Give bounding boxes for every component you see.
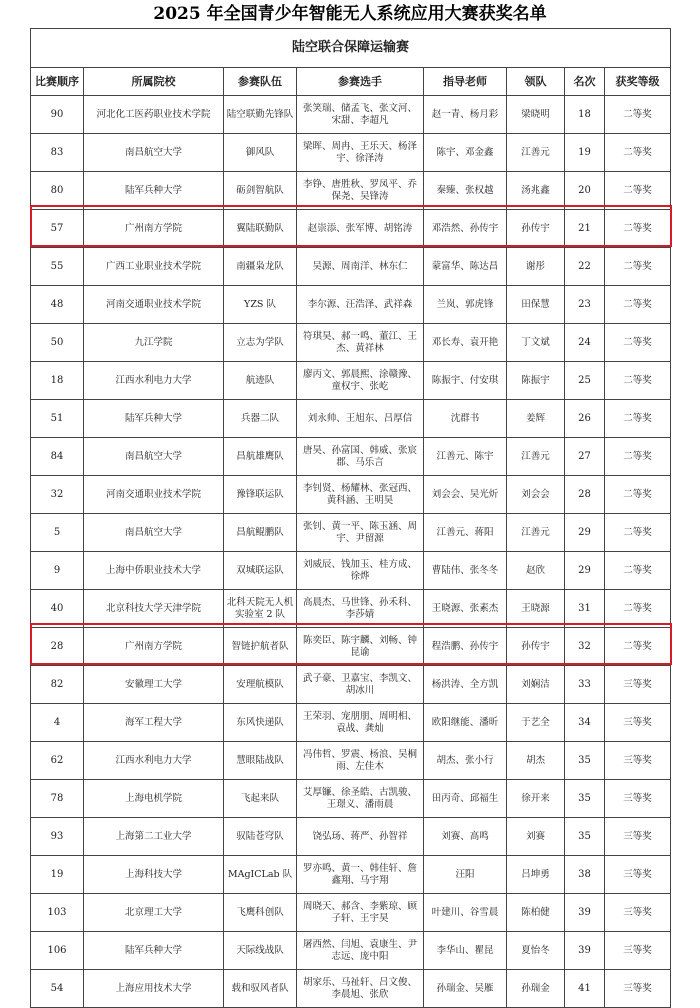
team-cell: 航迹队 (224, 362, 297, 400)
seq-cell: 93 (31, 818, 84, 856)
rank-cell: 31 (565, 590, 605, 628)
rank-cell: 25 (565, 362, 605, 400)
rank-cell: 24 (565, 324, 605, 362)
team-cell: 北科天院无人机实验室 2 队 (224, 590, 297, 628)
rank-cell: 39 (565, 932, 605, 970)
header-leader: 领队 (507, 68, 565, 96)
table-row (31, 704, 671, 742)
seq-cell: 50 (31, 324, 84, 362)
seq-cell: 106 (31, 932, 84, 970)
competition-name: 陆空联合保障运输赛 (31, 29, 671, 68)
table-row (31, 932, 671, 970)
leader-cell: 刘赛 (507, 818, 565, 856)
team-cell: 翼陆联勤队 (224, 210, 297, 248)
advisors-cell: 陈宇、邓金鑫 (424, 134, 507, 172)
school-cell: 上海科技大学 (84, 856, 224, 894)
advisors-cell: 江善元、陈宇 (424, 438, 507, 476)
leader-cell: 刘会会 (507, 476, 565, 514)
rank-cell: 23 (565, 286, 605, 324)
leader-cell: 姜辉 (507, 400, 565, 438)
table-row (31, 856, 671, 894)
school-cell: 陆军兵种大学 (84, 400, 224, 438)
header-award: 获奖等级 (605, 68, 671, 96)
advisors-cell: 江善元、蒋阳 (424, 514, 507, 552)
team-cell: 御风队 (224, 134, 297, 172)
players-cell: 张钊、黄一平、陈玉涵、周宇、尹留源 (297, 514, 424, 552)
school-cell: 上海电机学院 (84, 780, 224, 818)
leader-cell: 徐开来 (507, 780, 565, 818)
leader-cell: 江善元 (507, 438, 565, 476)
advisors-cell: 刘赛、高鸣 (424, 818, 507, 856)
team-cell: 昌航雄鹰队 (224, 438, 297, 476)
advisors-cell: 王晓源、张素杰 (424, 590, 507, 628)
leader-cell: 夏怡冬 (507, 932, 565, 970)
table-row (31, 552, 671, 590)
players-cell: 张笑瑞、储孟飞、张文河、宋甜、李超凡 (297, 96, 424, 134)
rank-cell: 22 (565, 248, 605, 286)
players-cell: 罗亦鸣、黄一、韩佳轩、詹鑫翔、马宇翔 (297, 856, 424, 894)
header-rank: 名次 (565, 68, 605, 96)
award-cell: 二等奖 (605, 362, 671, 400)
table-row (31, 628, 671, 666)
header-team: 参赛队伍 (224, 68, 297, 96)
rank-cell: 21 (565, 210, 605, 248)
advisors-cell: 刘会会、吴光炘 (424, 476, 507, 514)
seq-cell: 82 (31, 666, 84, 704)
table-row (31, 970, 671, 1008)
players-cell: 屠西然、闫旭、袁康生、尹志远、庞中阳 (297, 932, 424, 970)
seq-cell: 90 (31, 96, 84, 134)
award-cell: 二等奖 (605, 438, 671, 476)
seq-cell: 40 (31, 590, 84, 628)
table-row (31, 210, 671, 248)
seq-cell: 19 (31, 856, 84, 894)
seq-cell: 62 (31, 742, 84, 780)
award-cell: 三等奖 (605, 970, 671, 1008)
advisors-cell: 孙瑞金、吴雁 (424, 970, 507, 1008)
school-cell: 河南交通职业技术学院 (84, 286, 224, 324)
leader-cell: 赵欣 (507, 552, 565, 590)
seq-cell: 28 (31, 628, 84, 666)
table-row (31, 172, 671, 210)
rank-cell: 35 (565, 780, 605, 818)
rank-cell: 32 (565, 628, 605, 666)
table-row (31, 514, 671, 552)
leader-cell: 于艺全 (507, 704, 565, 742)
players-cell: 赵崇添、张军博、胡铭涛 (297, 210, 424, 248)
players-cell: 廖丙文、郭晨熙、涂赣豫、童权宇、张屹 (297, 362, 424, 400)
advisors-cell: 蒙富华、陈达昌 (424, 248, 507, 286)
rank-cell: 34 (565, 704, 605, 742)
leader-cell: 胡杰 (507, 742, 565, 780)
team-cell: 智链护航者队 (224, 628, 297, 666)
team-cell: 兵器二队 (224, 400, 297, 438)
advisors-cell: 杨洪涛、全方凯 (424, 666, 507, 704)
team-cell: 东风快递队 (224, 704, 297, 742)
table-row (31, 324, 671, 362)
school-cell: 陆军兵种大学 (84, 172, 224, 210)
seq-cell: 18 (31, 362, 84, 400)
players-cell: 王荣羽、宠朋朋、周明相、袁战、龚灿 (297, 704, 424, 742)
rank-cell: 27 (565, 438, 605, 476)
award-cell: 二等奖 (605, 172, 671, 210)
leader-cell: 吕坤勇 (507, 856, 565, 894)
advisors-cell: 汪阳 (424, 856, 507, 894)
players-cell: 艾厚镰、徐圣皓、古凯骏、王璟义、潘雨晨 (297, 780, 424, 818)
award-cell: 二等奖 (605, 286, 671, 324)
leader-cell: 孙瑞金 (507, 970, 565, 1008)
advisors-cell: 欧阳继能、潘昕 (424, 704, 507, 742)
award-cell: 二等奖 (605, 400, 671, 438)
seq-cell: 51 (31, 400, 84, 438)
leader-cell: 汤兆鑫 (507, 172, 565, 210)
players-cell: 李铮、唐胜秋、罗凤平、乔保尧、吴锋涛 (297, 172, 424, 210)
table-row (31, 476, 671, 514)
award-cell: 三等奖 (605, 856, 671, 894)
table-row (31, 134, 671, 172)
school-cell: 广州南方学院 (84, 210, 224, 248)
school-cell: 安徽理工大学 (84, 666, 224, 704)
award-cell: 二等奖 (605, 248, 671, 286)
school-cell: 广西工业职业技术学院 (84, 248, 224, 286)
table-row (31, 362, 671, 400)
leader-cell: 江善元 (507, 134, 565, 172)
rank-cell: 19 (565, 134, 605, 172)
team-cell: 双城联运队 (224, 552, 297, 590)
table-row (31, 590, 671, 628)
team-cell: 飞鹰科创队 (224, 894, 297, 932)
players-cell: 刘威辰、钱加玉、桂方成、徐烨 (297, 552, 424, 590)
table-row (31, 894, 671, 932)
rank-cell: 29 (565, 514, 605, 552)
team-cell: 驭陆苍穹队 (224, 818, 297, 856)
award-cell: 二等奖 (605, 476, 671, 514)
seq-cell: 54 (31, 970, 84, 1008)
advisors-cell: 陈振宇、付安琪 (424, 362, 507, 400)
table-row (31, 742, 671, 780)
players-cell: 陈奕臣、陈宇麟、刘畅、钟昆谕 (297, 628, 424, 666)
school-cell: 北京科技大学天津学院 (84, 590, 224, 628)
award-cell: 二等奖 (605, 96, 671, 134)
award-cell: 二等奖 (605, 552, 671, 590)
table-row (31, 780, 671, 818)
advisors-cell: 兰岚、郭虎锋 (424, 286, 507, 324)
rank-cell: 35 (565, 818, 605, 856)
school-cell: 广州南方学院 (84, 628, 224, 666)
school-cell: 九江学院 (84, 324, 224, 362)
leader-cell: 梁晓明 (507, 96, 565, 134)
award-cell: 三等奖 (605, 818, 671, 856)
advisors-cell: 邓浩然、孙传宇 (424, 210, 507, 248)
seq-cell: 57 (31, 210, 84, 248)
award-table (30, 28, 671, 1008)
school-cell: 上海应用技术大学 (84, 970, 224, 1008)
seq-cell: 48 (31, 286, 84, 324)
team-cell: 飞起来队 (224, 780, 297, 818)
team-cell: 天际线战队 (224, 932, 297, 970)
school-cell: 上海中侨职业技术大学 (84, 552, 224, 590)
players-cell: 周晓天、郝含、李紫琼、顾子轩、王宇昊 (297, 894, 424, 932)
advisors-cell: 沈群书 (424, 400, 507, 438)
advisors-cell: 程浩鹏、孙传宇 (424, 628, 507, 666)
leader-cell: 刘娴洁 (507, 666, 565, 704)
seq-cell: 83 (31, 134, 84, 172)
school-cell: 南昌航空大学 (84, 438, 224, 476)
school-cell: 海军工程大学 (84, 704, 224, 742)
award-cell: 二等奖 (605, 324, 671, 362)
seq-cell: 32 (31, 476, 84, 514)
players-cell: 符琪昊、郝一鸣、董江、王杰、黄祥林 (297, 324, 424, 362)
advisors-cell: 邓长寿、袁开艳 (424, 324, 507, 362)
rank-cell: 18 (565, 96, 605, 134)
team-cell: 陆空联勤先锋队 (224, 96, 297, 134)
school-cell: 北京理工大学 (84, 894, 224, 932)
award-cell: 二等奖 (605, 134, 671, 172)
award-cell: 三等奖 (605, 666, 671, 704)
header-players: 参赛选手 (297, 68, 424, 96)
advisors-cell: 叶建川、谷雪晨 (424, 894, 507, 932)
advisors-cell: 曹陆伟、张冬冬 (424, 552, 507, 590)
team-cell: 慧眼陆战队 (224, 742, 297, 780)
seq-cell: 55 (31, 248, 84, 286)
leader-cell: 田保慧 (507, 286, 565, 324)
team-cell: 砺剑智航队 (224, 172, 297, 210)
table-row (31, 438, 671, 476)
team-cell: 安理航模队 (224, 666, 297, 704)
school-cell: 南昌航空大学 (84, 134, 224, 172)
rank-cell: 28 (565, 476, 605, 514)
advisors-cell: 秦臻、张权越 (424, 172, 507, 210)
award-cell: 三等奖 (605, 780, 671, 818)
players-cell: 武子豪、卫嘉宝、李凯文、胡冰川 (297, 666, 424, 704)
seq-cell: 84 (31, 438, 84, 476)
seq-cell: 5 (31, 514, 84, 552)
table-row (31, 286, 671, 324)
team-cell: 立志为学队 (224, 324, 297, 362)
table-row (31, 666, 671, 704)
header-school: 所属院校 (84, 68, 224, 96)
school-cell: 河北化工医药职业技术学院 (84, 96, 224, 134)
award-cell: 二等奖 (605, 514, 671, 552)
players-cell: 吴源、周南洋、林东仁 (297, 248, 424, 286)
team-cell: 豫锋联运队 (224, 476, 297, 514)
header-seq: 比赛顺序 (31, 68, 84, 96)
award-cell: 二等奖 (605, 590, 671, 628)
school-cell: 上海第二工业大学 (84, 818, 224, 856)
team-cell: YZS 队 (224, 286, 297, 324)
players-cell: 饶弘玚、蒋严、孙智祥 (297, 818, 424, 856)
award-cell: 二等奖 (605, 210, 671, 248)
leader-cell: 陈振宇 (507, 362, 565, 400)
subtitle-row (31, 29, 671, 68)
table-row (31, 400, 671, 438)
header-row (31, 68, 671, 96)
award-cell: 三等奖 (605, 894, 671, 932)
leader-cell: 谢彤 (507, 248, 565, 286)
award-cell: 三等奖 (605, 742, 671, 780)
team-cell: 载和驭风者队 (224, 970, 297, 1008)
team-cell: 南疆枭龙队 (224, 248, 297, 286)
players-cell: 唐昊、孙富国、韩威、张宸郡、马乐言 (297, 438, 424, 476)
players-cell: 胡家乐、马祉轩、吕文俊、李晨旭、张欣 (297, 970, 424, 1008)
players-cell: 高晨杰、马世锋、孙禾科、李莎婧 (297, 590, 424, 628)
award-cell: 二等奖 (605, 628, 671, 666)
school-cell: 江西水利电力大学 (84, 362, 224, 400)
rank-cell: 33 (565, 666, 605, 704)
table-row (31, 818, 671, 856)
players-cell: 刘永帅、王旭东、吕厚信 (297, 400, 424, 438)
seq-cell: 103 (31, 894, 84, 932)
leader-cell: 丁文斌 (507, 324, 565, 362)
award-cell: 三等奖 (605, 932, 671, 970)
seq-cell: 80 (31, 172, 84, 210)
rank-cell: 39 (565, 894, 605, 932)
seq-cell: 9 (31, 552, 84, 590)
rank-cell: 26 (565, 400, 605, 438)
advisors-cell: 胡杰、张小行 (424, 742, 507, 780)
rank-cell: 20 (565, 172, 605, 210)
leader-cell: 孙传宇 (507, 210, 565, 248)
rank-cell: 41 (565, 970, 605, 1008)
school-cell: 陆军兵种大学 (84, 932, 224, 970)
team-cell: MAgICLab 队 (224, 856, 297, 894)
rank-cell: 29 (565, 552, 605, 590)
team-cell: 昌航鲲鹏队 (224, 514, 297, 552)
seq-cell: 4 (31, 704, 84, 742)
leader-cell: 陈柏健 (507, 894, 565, 932)
advisors-cell: 田丙奇、邱福生 (424, 780, 507, 818)
players-cell: 李尔源、汪浩泽、武祥森 (297, 286, 424, 324)
leader-cell: 江善元 (507, 514, 565, 552)
advisors-cell: 李华山、瞿昆 (424, 932, 507, 970)
header-advisors: 指导老师 (424, 68, 507, 96)
table-row (31, 96, 671, 134)
leader-cell: 孙传宇 (507, 628, 565, 666)
rank-cell: 38 (565, 856, 605, 894)
table-row (31, 248, 671, 286)
players-cell: 梁晖、周冉、王乐天、杨泽宇、徐泽涛 (297, 134, 424, 172)
leader-cell: 王晓源 (507, 590, 565, 628)
advisors-cell: 赵一青、杨月彩 (424, 96, 507, 134)
award-cell: 三等奖 (605, 704, 671, 742)
players-cell: 李钊贤、杨耀林、张冠西、黄科涵、王明昊 (297, 476, 424, 514)
school-cell: 南昌航空大学 (84, 514, 224, 552)
school-cell: 河南交通职业技术学院 (84, 476, 224, 514)
rank-cell: 35 (565, 742, 605, 780)
players-cell: 冯伟哲、罗震、杨浪、吴桐雨、左佳木 (297, 742, 424, 780)
document-title: 2025 年全国青少年智能无人系统应用大赛获奖名单 (153, 4, 547, 24)
school-cell: 江西水利电力大学 (84, 742, 224, 780)
seq-cell: 78 (31, 780, 84, 818)
